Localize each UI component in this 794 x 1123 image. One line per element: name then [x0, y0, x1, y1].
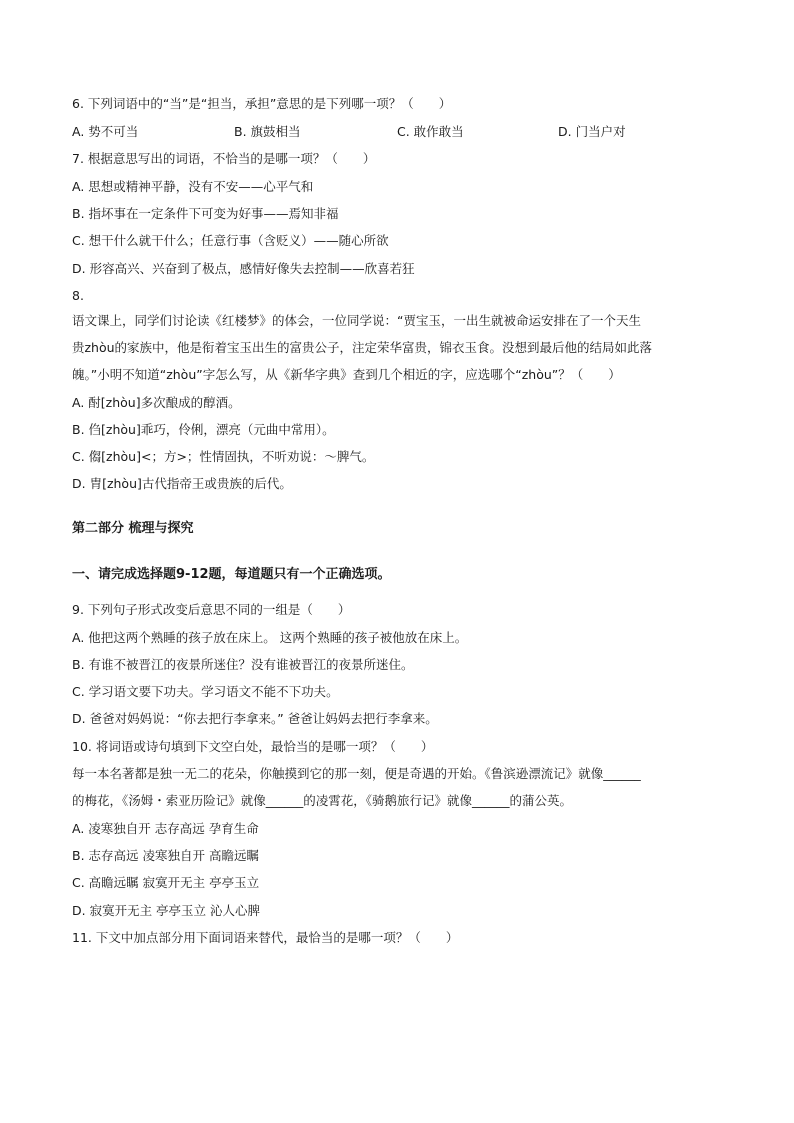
q11-stem: 11. 下文中加点部分用下面词语来替代，最恰当的是哪一项？（ ） — [72, 930, 459, 945]
q8-option-d: D. 胄[zhòu]古代指帝王或贵族的后代。 — [72, 476, 292, 491]
q8-stem-line-3: 魄。”小明不知道“zhòu”字怎么写，从《新华字典》查到几个相近的字，应选哪个“zhòu”？（ ） — [72, 367, 621, 382]
part2-section-heading: 一、请完成选择题9-12题，每道题只有一个正确选项。 — [72, 567, 391, 582]
q9-stem: 9. 下列句子形式改变后意思不同的一组是（ ） — [72, 602, 351, 617]
q10-passage-line-2: 的梅花，《汤姆・索亚历险记》就像______的凌霄花，《骑鹅旅行记》就像______的蒲公英。 — [72, 793, 573, 808]
q10-option-a: A. 凌寒独自开 志存高远 孕育生命 — [72, 821, 259, 836]
q10-passage-line-1: 每一本名著都是独一无二的花朵，你触摸到它的那一刻，便是奇遇的开始。《鲁滨逊漂流记》就像______ — [72, 766, 641, 781]
q7-option-a: A. 思想或精神平静，没有不安——心平气和 — [72, 179, 314, 194]
q8-option-c: C. 㑳[zhòu]<；方>；性情固执，不听劝说：～脾气。 — [72, 449, 375, 464]
q9-option-d: D. 爸爸对妈妈说：“你去把行李拿来。” 爸爸让妈妈去把行李拿来。 — [72, 711, 438, 726]
q9-option-a: A. 他把这两个熟睡的孩子放在床上。 这两个熟睡的孩子被他放在床上。 — [72, 630, 468, 645]
q8-stem-line-2: 贵zhòu的家族中，他是衔着宝玉出生的富贵公子，注定荣华富贵，锦衣玉食。没想到最后他的结局如此落 — [72, 340, 653, 355]
q9-option-b: B. 有谁不被晋江的夜景所迷住？没有谁被晋江的夜景所迷住。 — [72, 657, 414, 672]
q6-option-b: B. 旗鼓相当 — [234, 124, 301, 139]
q7-option-b: B. 指坏事在一定条件下可变为好事——焉知非福 — [72, 206, 339, 221]
q7-option-c: C. 想干什么就干什么；任意行事（含贬义）——随心所欲 — [72, 233, 389, 248]
q10-option-d: D. 寂寞开无主 亭亭玉立 沁人心脾 — [72, 903, 261, 918]
q7-stem: 7. 根据意思写出的词语，不恰当的是哪一项？（ ） — [72, 151, 376, 166]
q6-option-c: C. 敢作敢当 — [397, 124, 464, 139]
q10-option-b: B. 志存高远 凌寒独自开 高瞻远瞩 — [72, 848, 259, 863]
q10-option-c: C. 高瞻远瞩 寂寞开无主 亭亭玉立 — [72, 875, 260, 890]
q6-stem: 6. 下列词语中的“当”是“担当，承担”意思的是下列哪一项？（ ） — [72, 96, 452, 111]
q6-option-a: A. 势不可当 — [72, 124, 139, 139]
q9-option-c: C. 学习语文要下功夫。学习语文不能不下功夫。 — [72, 684, 339, 699]
q8-option-a: A. 酎[zhòu]多次酿成的醇酒。 — [72, 395, 241, 410]
q7-option-d: D. 形容高兴、兴奋到了极点，感情好像失去控制——欣喜若狂 — [72, 261, 415, 276]
q8-option-b: B. 㑇[zhòu]乖巧，伶俐，漂亮（元曲中常用）。 — [72, 422, 335, 437]
q6-option-d: D. 门当户对 — [558, 124, 626, 139]
q10-stem: 10. 将词语或诗句填到下文空白处，最恰当的是哪一项？（ ） — [72, 739, 434, 754]
q8-number: 8. — [72, 288, 84, 303]
part2-title: 第二部分 梳理与探究 — [72, 521, 194, 536]
q8-stem-line-1: 语文课上，同学们讨论读《红楼梦》的体会，一位同学说：“贾宝玉，一出生就被命运安排在了一个天生 — [72, 313, 641, 328]
